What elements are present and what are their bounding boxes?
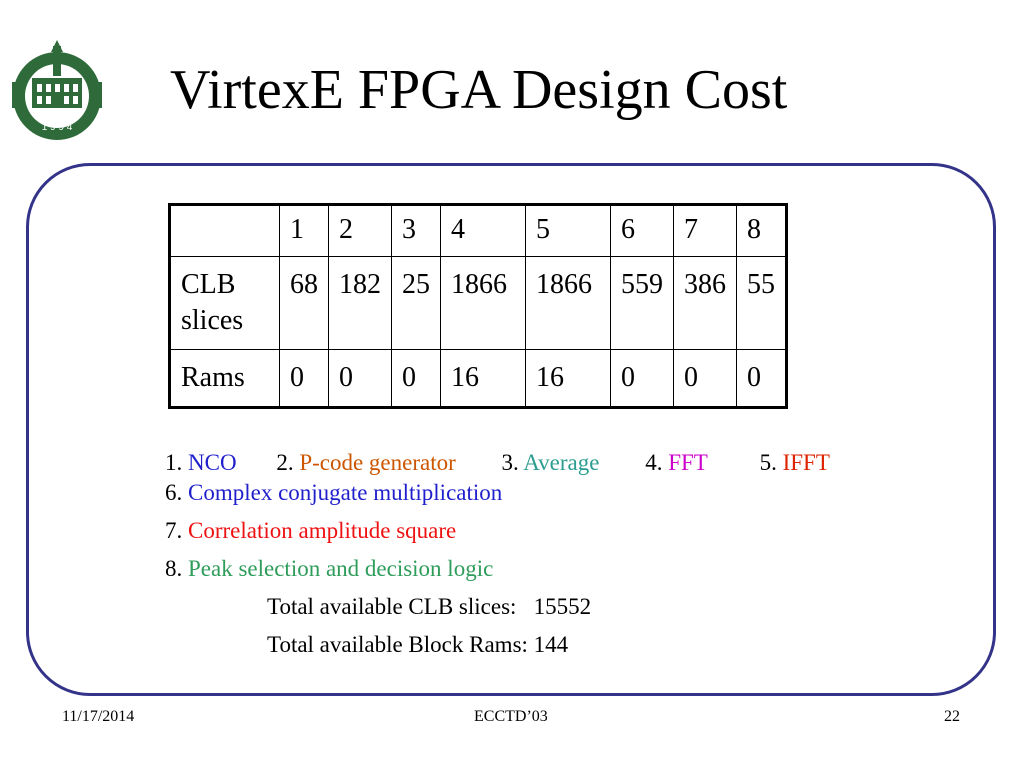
table-header-cell: 4 (441, 205, 526, 257)
legend-item (502, 448, 600, 478)
table-header-row (170, 205, 787, 257)
institution-logo (4, 38, 110, 144)
legend-label-pcode: P-code generator (299, 450, 456, 475)
table-cell: 0 (674, 350, 737, 408)
legend-number: 3. (501, 450, 519, 475)
table-header-cell: 3 (392, 205, 441, 257)
table-header-cell: 2 (329, 205, 392, 257)
table-header-cell: 5 (526, 205, 611, 257)
legend-number: 7. (165, 518, 183, 543)
table-row (170, 350, 787, 408)
table-cell: 182 (329, 257, 392, 350)
table-header-cell: 6 (611, 205, 674, 257)
slide-title: VirtexE FPGA Design Cost (170, 59, 788, 121)
table-cell: 559 (611, 257, 674, 350)
logo-year: 1 9 9 4 (41, 122, 73, 133)
legend-item (276, 448, 455, 478)
legend-item (760, 448, 830, 478)
table-header-cell: 1 (280, 205, 329, 257)
legend-row (165, 516, 830, 546)
table-row (170, 257, 787, 350)
footer-date: 11/17/2014 (62, 708, 135, 725)
legend-number: 2. (276, 450, 294, 475)
legend-number: 6. (165, 480, 183, 505)
table-cell: 68 (280, 257, 329, 350)
table-cell: 1866 (441, 257, 526, 350)
table-cell: 25 (392, 257, 441, 350)
legend-item (645, 448, 708, 478)
legend-label-average: Average (523, 450, 600, 475)
row-label: Rams (170, 350, 280, 408)
legend-row (165, 554, 830, 584)
table-cell: 1866 (526, 257, 611, 350)
table-header-cell (170, 205, 280, 257)
table-cell: 0 (611, 350, 674, 408)
table-cell: 0 (737, 350, 787, 408)
table-cell: 16 (441, 350, 526, 408)
legend-number: 5. (759, 450, 777, 475)
legend-label-complex-conj: Complex conjugate multiplication (188, 480, 503, 505)
total-clb-slices: Total available CLB slices: 15552 (267, 594, 592, 619)
table-cell: 16 (526, 350, 611, 408)
total-block-rams: Total available Block Rams: 144 (267, 632, 569, 657)
row-label: CLB slices (170, 257, 280, 350)
module-legend (165, 448, 830, 660)
legend-label-fft: FFT (668, 450, 708, 475)
legend-label-correlation: Correlation amplitude square (188, 518, 457, 543)
legend-number: 4. (645, 450, 663, 475)
footer-page-number: 22 (944, 708, 960, 725)
table-cell: 0 (329, 350, 392, 408)
design-cost-table (168, 203, 788, 409)
table-cell: 386 (674, 257, 737, 350)
legend-item (165, 448, 237, 478)
table-cell: 0 (280, 350, 329, 408)
legend-label-nco: NCO (188, 450, 237, 475)
table-cell: 0 (392, 350, 441, 408)
table-header-cell: 8 (737, 205, 787, 257)
legend-number: 8. (165, 556, 183, 581)
legend-row (165, 478, 830, 508)
legend-number: 1. (165, 450, 183, 475)
table-cell: 55 (737, 257, 787, 350)
legend-row (165, 448, 830, 478)
legend-label-ifft: IFFT (782, 450, 830, 475)
table-header-cell: 7 (674, 205, 737, 257)
footer-center: ECCTD’03 (474, 708, 548, 725)
legend-label-peak: Peak selection and decision logic (188, 556, 494, 581)
